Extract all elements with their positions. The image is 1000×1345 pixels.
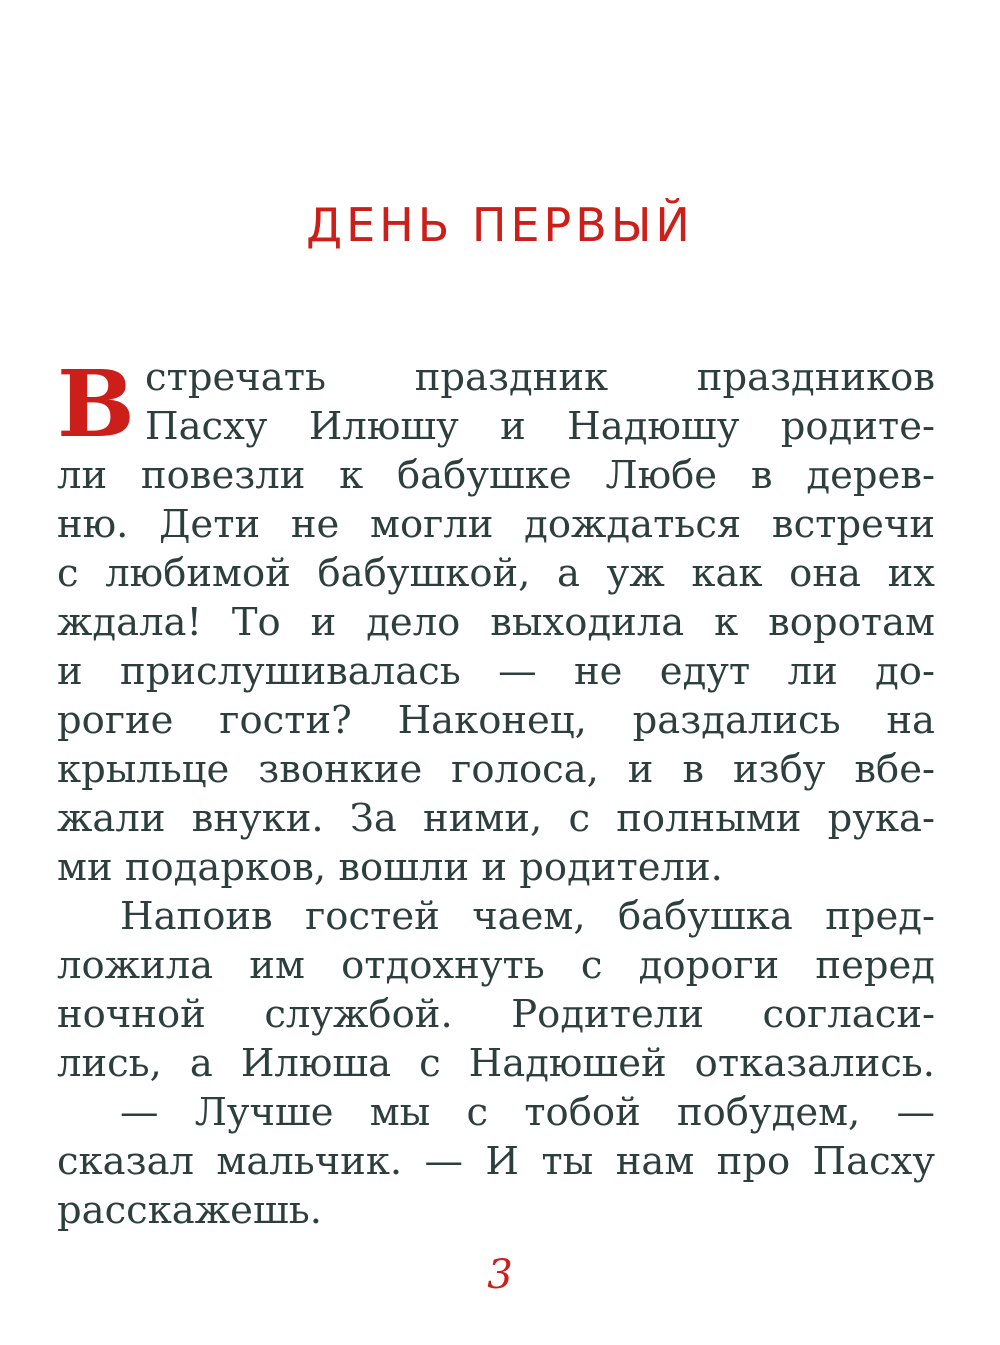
text-line: лись, а Илюша с Надюшей отказались. <box>57 1041 935 1086</box>
text-line: ночной службой. Родители согласи- <box>57 992 935 1037</box>
text-line: ложила им отдохнуть с дороги перед <box>57 943 935 988</box>
text-line: и прислушивалась — не едут ли до- <box>57 649 935 694</box>
text-line: ми подарков, вошли и родители. <box>57 845 723 890</box>
paragraph-2 <box>57 892 935 1088</box>
text-line: с любимой бабушкой, а уж как она их <box>57 551 935 596</box>
text-line: жали внуки. За ними, с полными рука- <box>57 796 935 841</box>
drop-cap-letter: В <box>57 350 135 458</box>
chapter-title: ДЕНЬ ПЕРВЫЙ <box>306 198 694 252</box>
text-line: ли повезли к бабушке Любе в дерев- <box>57 453 935 498</box>
text-line: ждала! То и дело выходила к воротам <box>57 600 935 645</box>
text-line: расскажешь. <box>57 1188 322 1233</box>
text-line: ню. Дети не могли дождаться встречи <box>57 502 935 547</box>
text-line: крыльце звонкие голоса, и в избу вбе- <box>57 747 935 792</box>
body-text <box>57 350 935 1235</box>
paragraph-3 <box>57 1088 935 1235</box>
text-line: стречать праздник праздников <box>145 355 935 400</box>
paragraph-1 <box>57 350 935 892</box>
text-line: Пасху Илюшу и Надюшу родите- <box>145 404 935 449</box>
text-line: Напоив гостей чаем, бабушка пред- <box>120 894 935 939</box>
text-line: рогие гости? Наконец, раздались на <box>57 698 935 743</box>
text-line: — Лучше мы с тобой побудем, — <box>120 1090 935 1135</box>
page-number: 3 <box>487 1252 513 1298</box>
text-line: сказал мальчик. — И ты нам про Пасху <box>57 1139 935 1184</box>
